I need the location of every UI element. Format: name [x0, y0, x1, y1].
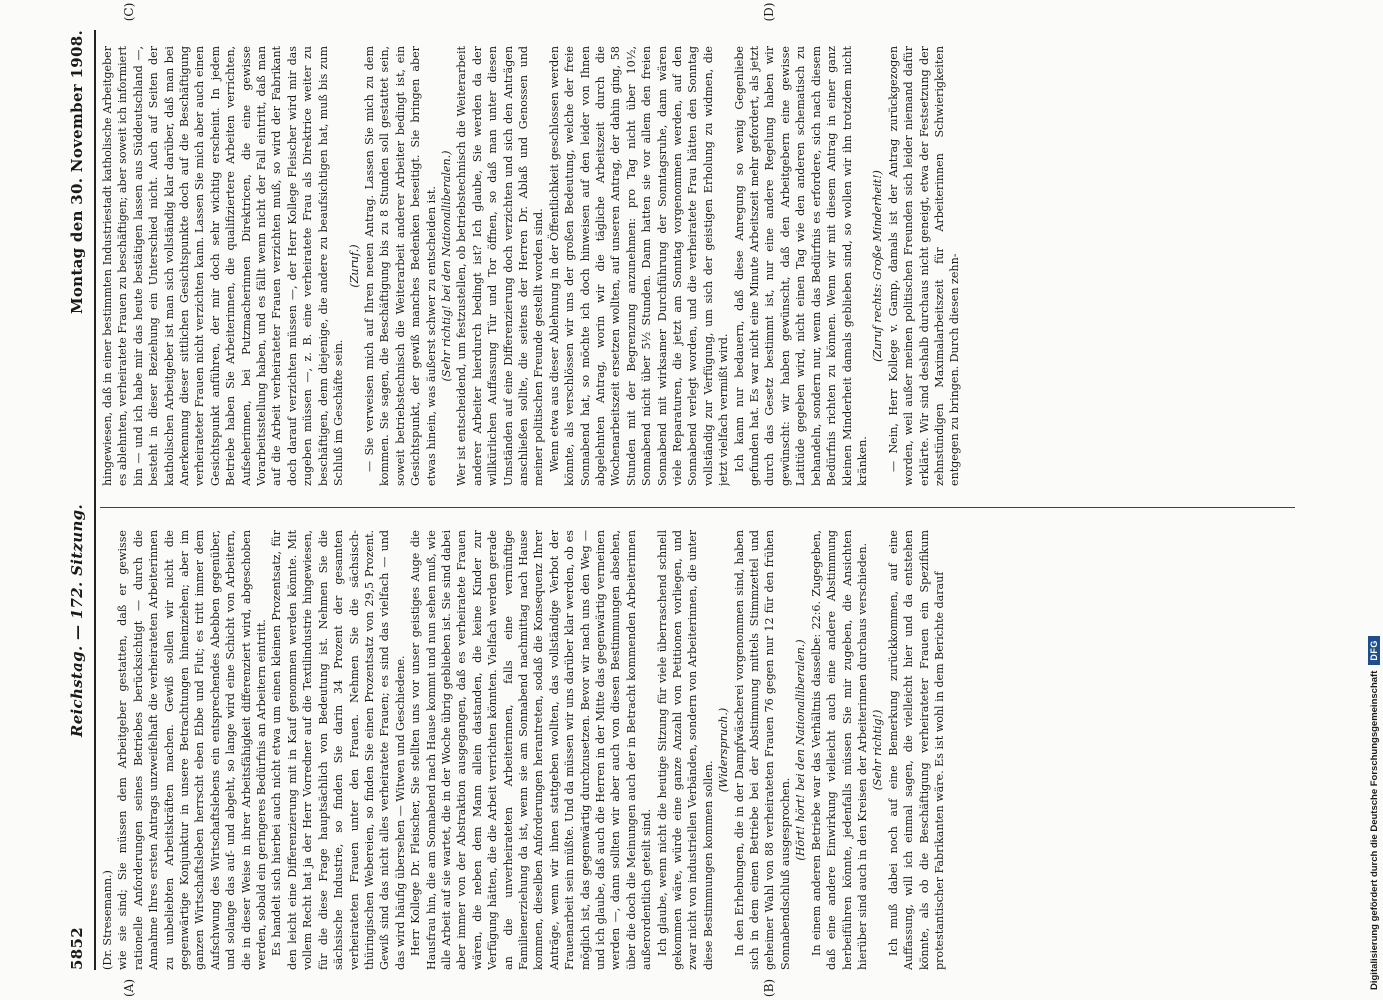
- paragraph: Wenn etwa aus dieser Ablehnung in der Öffentlichkeit geschlossen werden könnte, als verschlössen wir uns der großen Bedeutung, welche der freie Sonnabend hat, so möchte ich doch hinweisen auf den leider von Ihnen abgelehnten Antrag, worin wir die tägliche Arbeitszeit durch die Wochenarbeitszeit ersetzen wollten, auf unseren Antrag, der dahin ging, 58 Stunden mit der Begrenzung anzunehmen: pro Tag nicht über 10½, Sonnabend nicht über 5½ Stunden. Dann hatten sie vor allem den freien Sonnabend mit wirksamer Durchführung der Sonntagsruhe, dann wären viele Reparaturen, die jetzt am Sonntag vorgenommen werden, auf den Sonnabend verlegt worden, und die verheiratete Frau hätten den Sonntag vollständig zur Verfügung, um sich der geistigen Erholung zu widmen, die jetzt vielfach vermißt wird.: [547, 46, 731, 486]
- margin-marker-a: (A): [122, 978, 136, 998]
- paragraph: Es handelt sich hierbei auch nicht etwa um einen kleinen Prozentsatz, für den leicht eine Differenzierung mit in Kauf genommen werden könnte. Mit vollem Recht hat ja der Herr Vorredner auf die Textilindustrie hingewiesen, für die diese Frage hauptsächlich von Bedeutung ist. Nehmen Sie die sächsische Industrie, so finden Sie darin 34 Prozent der gesamten verheirateten Frauen unter den Frauen. Nehmen Sie die sächsisch-thüringischen Webereien, so finden Sie einen Prozentsatz von 29,5 Prozent. Gewiß sind das nicht alles verheiratete Frauen; es sind das vielfach — und das wird häufig übersehen — Witwen und Geschiedene.: [270, 530, 407, 970]
- interjection: (Zuruf.): [347, 244, 361, 288]
- text-column-right: [100, 46, 1300, 486]
- session-date: Montag den 30. November 1908.: [68, 30, 86, 315]
- paragraph: Wer ist entscheidend, um festzustellen, ob betriebstechnisch die Weiterarbeit anderer Arbeiter hierdurch bedingt ist? Ich glaube, Sie werden da der willkürlichen Auffassung Tür und Tor öffnen, so daß man unter diesen Umständen auf eine Differenzierung doch verzichten und sich den Anträgen anschließen sollte, die seitens der Herren Dr. Ablaß und Genossen und meiner politischen Freunde gestellt worden sind.: [455, 46, 546, 486]
- text-column-left: [100, 530, 1300, 970]
- digitization-credit: [1368, 10, 1380, 990]
- page-number: 5852: [68, 927, 86, 970]
- paragraph: Ich glaube, wenn nicht die heutige Sitzung für viele überraschend schnell gekommen wäre, würde eine ganze Anzahl von Petitionen vorliegen, und zwar nicht von industriellen Verbänden, sondern von Arbeiterinnen, die unter diese Bestimmungen kommen sollen.: [655, 530, 715, 970]
- paragraph: In den Erhebungen, die in der Dampfwäscherei vorgenommen sind, haben sich in dem einen Betriebe bei der Abstimmung mittels Stimmzettel und geheimer Wahl von 88 verheirateten Frauen 76 gegen nur 12 für den frühen Sonnabendschluß ausgesprochen.: [732, 530, 792, 970]
- session-title: Reichstag. — 172. Sitzung.: [68, 504, 86, 738]
- paragraph: (Dr. Stresemann.): [101, 870, 114, 970]
- paragraph: Ich muß dabei noch auf eine Bemerkung zurückkommen, auf eine Auffassung, will ich einmal sagen, die vielleicht hier und da entstehen könnte, als ob die Beschäftigung verheirateter Frauen ein Spezifikum protestantischer Fabrikanten wäre. Es ist wohl in dem Berichte darauf: [886, 530, 946, 970]
- margin-marker-b: (B): [762, 978, 776, 998]
- credit-text: Digitalisierung gefördert durch die Deutsche Forschungsgemeinschaft: [1368, 670, 1380, 990]
- running-head: [62, 30, 92, 970]
- dfg-logo: DFG: [1368, 636, 1380, 665]
- paragraph: wie sie sind; Sie müssen dem Arbeitgeber gestatten, daß er gewisse rationelle Anforderungen seines Betriebes berücksichtigt — durch die Annahme Ihres ersten Antrags unzweifelhaft die verheirateten Arbeiterinnen zu unbeliebten Arbeitskräften machen. Gewiß sollen wir nicht die gegenwärtige Konjunktur in unsere Betrachtungen hineinziehen; aber im ganzen Wirtschaftsleben herrscht eben Ebbe und Flut; es tritt immer dem Aufschwung des Wirtschaftslebens ein entsprechendes Abebben gegenüber, und solange das auf- und abgeht, so lange wird eine Schicht von Arbeitern, die in dieser Weise in ihrer Arbeitsfähigkeit differenziert wird, abgeschoben werden, sobald ein geringeres Bedürfnis an Arbeitern eintritt.: [116, 530, 269, 970]
- document-page: [62, 2, 1302, 998]
- paragraph: Ich kann nur bedauern, daß diese Anregung so wenig Gegenliebe gefunden hat. Es war nicht eine Minute Arbeitszeit mehr gefordert, als jetzt durch das Gesetz bestimmt ist, nur eine andere Regelung haben wir gewünscht: wir haben gewünscht, daß den Arbeitgebern eine gewisse Latitüde gegeben wird, nicht einen Tag wie den anderen schematisch zu behandeln, sondern nur, wenn das Bedürfnis es erfordere, sich nach diesem Bedürfnis richten zu können. Wenn wir mit diesem Antrag in einer ganz kleinen Minderheit damals geblieben sind, so wollen wir ihn trotzdem nicht kränken.: [732, 46, 869, 486]
- interjection: (Hört! hört! bei den Nationalliberalen.): [794, 639, 808, 861]
- margin-marker-c: (C): [122, 2, 136, 22]
- interjection: (Widerspruch.): [717, 707, 731, 793]
- interjection: (Sehr richtig!): [871, 709, 885, 791]
- paragraph: Herr Kollege Dr. Fleischer, Sie stellten uns vor unser geistiges Auge die Hausfrau hin, die am Sonnabend nach Hause kommt und nun sehen muß, wie alle Arbeit auf sie wartet, die in der Woche übrig geblieben ist. Sie sind dabei aber immer von der Abstraktion ausgegangen, daß es verheiratete Frauen wären, die neben dem Mann allein dastanden, die keine Kinder zur Verfügung hätten, die die Arbeit verrichten könnten. Vielfach werden gerade an die unverheirateten Arbeiterinnen, falls eine vernünftige Familienerziehung da ist, wenn sie am Sonnabend nachmittag nach Hause kommen, dieselben Anforderungen herantreten, sodaß die Konsequenz Ihrer Anträge, wenn wir ihnen stattgeben wollten, das vollständige Verbot der Frauenarbeit sein müßte. Und da müssen wir uns darüber klar werden, ob es möglich ist, das gegenwärtig durchzusetzen. Bevor wir nach uns den Weg — und ich glaube, daß auch die Herren in der Mitte das gegenwärtig vermeinen werden —, dann sollten wir aber auch von diesen Bestimmungen absehen, über die doch die Meinungen auch der in Betracht kommenden Arbeiterinnen außerordentlich geteilt sind.: [409, 530, 654, 970]
- paragraph: — Nein, Herr Kollege v. Gamp, damals ist der Antrag zurückgezogen worden, weil außer meinen politischen Freunden sich leider niemand dafür erklärte. Wir sind deshalb durchaus nicht geneigt, etwa der Festsetzung der zehnstündigen Maximalarbeitszeit für Arbeiterinnen Schwierigkeiten entgegen zu bringen. Durch diesen zehn-: [886, 46, 962, 486]
- paragraph: hingewiesen, daß in einer bestimmten Industriestadt katholische Arbeitgeber es ablehnten, verheiratete Frauen zu beschäftigen; aber soweit ich informiert bin — und ich habe mir das heute bestätigen lassen aus Süddeutschland —, besteht in dieser Beziehung ein Unterschied nicht. Auch auf Seiten der katholischen Arbeitgeber ist man sich vollständig klar darüber, daß man bei Anerkennung dieser sittlichen Gesichtspunkte doch auf die Beschäftigung verheirateter Frauen nicht verzichten kann. Lassen Sie mich aber auch einen Gesichtspunkt anführen, der mir doch sehr wichtig erscheint. In jedem Betriebe haben Sie Arbeiterinnen, die qualifiziertere Arbeiten verrichten, Aufseherinnen, bei Putzmacherinnen Direktricen, die eine gewisse Vorarbeitsstellung haben, und es fällt wenn nicht der Fall eintritt, daß man auf die Arbeit verheirateter Frauen verzichten muß, so wird der Fabrikant doch darauf verzichten müssen —, der Herr Kollege Fleischer wird mir das zugeben müssen —, z. B. eine verheiratete Frau als Direktrice weiter zu beschäftigen, denn diejenige, die andere zu beaufsichtigen hat, muß bis zum Schluß im Geschäfte sein.: [101, 46, 346, 486]
- column-divider: [100, 507, 1295, 508]
- interjection: (Zuruf rechts: Große Minderheit!): [871, 170, 885, 362]
- margin-marker-d: (D): [762, 2, 776, 22]
- interjection: (Sehr richtig! bei den Nationalliberalen.): [439, 150, 453, 382]
- paragraph: In einem anderen Betriebe war das Verhältnis dasselbe: 22:6. Zugegeben, daß eine andere Einwirkung vielleicht auch eine andere Abstimmung herbeiführen könnte, jedenfalls müssen Sie mir zugeben, die Ansichten hierüber sind auch in den Kreisen der Arbeiterinnen durchaus verschieden.: [809, 530, 869, 970]
- paragraph: — Sie verweisen mich auf Ihren neuen Antrag. Lassen Sie mich zu dem kommen. Sie sagen, die Beschäftigung bis zu 8 Stunden soll gestattet sein, soweit betriebstechnisch die Weiterarbeit anderer Arbeiter bedingt ist, ein Gesichtspunkt, der gewiß manches Bedenken beseitigt. Sie bringen aber etwas hinein, was äußerst schwer zu entscheiden ist.: [362, 46, 438, 486]
- header-rule: [94, 30, 96, 970]
